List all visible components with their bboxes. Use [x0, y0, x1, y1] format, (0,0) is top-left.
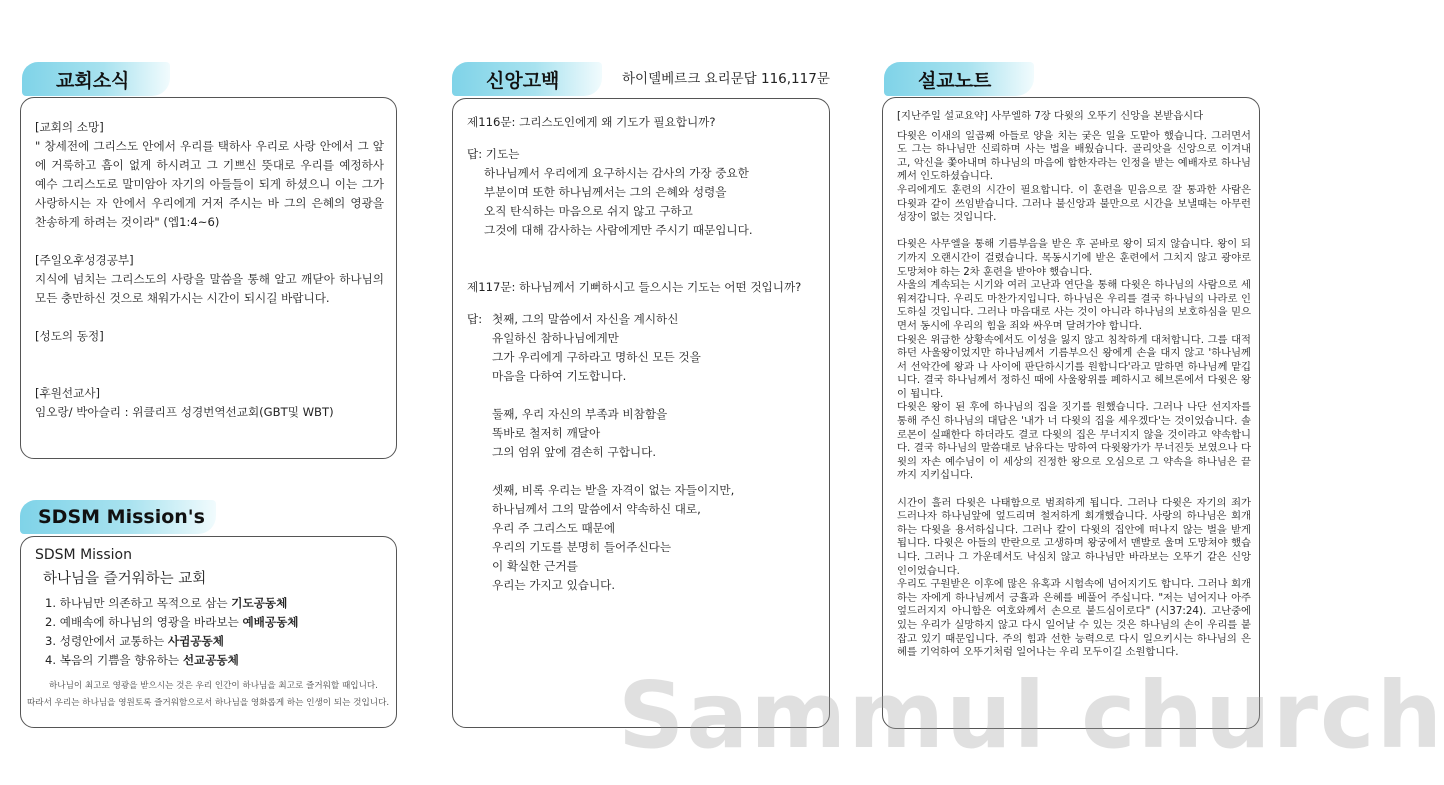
question-116: 제116문: 그리스도인에게 왜 기도가 필요합니까?	[467, 115, 716, 129]
bible-study-text: 지식에 넘치는 그리스도의 사랑을 말씀을 통해 알고 깨닫아 하나님의 모든 충만하신 것으로 채워가시는 시간이 되시길 바랍니다.	[35, 272, 384, 305]
news-section-title: 교회소식	[56, 69, 130, 92]
mission-note-1: 하나님이 최고로 영광을 받으시는 것은 우리 인간이 하나님을 최고로 즐거워할 때입니다.	[49, 681, 378, 691]
mission-box	[20, 536, 397, 728]
news-section-tag	[22, 62, 170, 96]
sermon-notes-box	[882, 97, 1260, 729]
mission-section-tag	[20, 500, 216, 534]
sermon-section-tag	[884, 62, 1034, 96]
answer-116-line: 하나님께서 우리에게 요구하시는 감사의 가장 중요한	[484, 166, 749, 180]
watermark-logo: Sammul church	[618, 662, 1444, 769]
mission-item-text: 3. 성령안에서 교통하는	[45, 634, 168, 648]
answer-117-line: 우리는 가지고 있습니다.	[492, 578, 616, 592]
answer-117-label: 답:	[467, 312, 483, 326]
vision-text: " 창세전에 그리스도 안에서 우리를 택하사 우리로 사랑 안에서 그 앞에 거룩하고 흠이 없게 하시려고 그 기쁘신 뜻대로 우리를 예정하사 예수 그리스도로 말미암아 자기의 아들들이 되게 하셨으니 이는 그가 사랑하시는 자 안에서 우리에게 거저 주시는 바 그의 은혜의 영광을 찬송하게 하려는 것이라" (엡1:4~6)	[35, 139, 384, 229]
missionary-text: 임오랑/ 박아슬리 : 위클리프 성경번역선교회(GBT및 WBT)	[35, 405, 334, 419]
mission-item-text: 4. 복음의 기쁨을 향유하는	[45, 653, 183, 667]
mission-item	[45, 651, 386, 670]
mission-item-bold: 예배공동체	[242, 615, 299, 629]
missionary-label: [후원선교사]	[35, 386, 101, 400]
mission-item	[45, 594, 386, 613]
answer-117-line: 그가 우리에게 구하라고 명하신 모든 것을	[492, 350, 701, 364]
catechism-box	[452, 98, 830, 728]
sermon-paragraph: 우리도 구원받은 이후에 많은 유혹과 시험속에 넘어지기도 합니다. 그러나 회개하는 자에게 하나님께서 긍휼과 은혜를 베풀어 주십니다. "저는 넘어지나 아주 엎드러지지 아니함은 여호와께서 손으로 붙드심이로다" (시37:24). 고난중에 있는 우리가 실망하지 않고 다시 일어날 수 있는 것은 하나님의 손이 우리를 붙잡고 있기 때문입니다. 주의 힘과 선한 능력으로 다시 일으키시는 하나님의 은혜를 기억하여 오뚜기처럼 일어나는 우리 모두이길 소원합니다.	[897, 578, 1251, 659]
sermon-header: [지난주일 설교요약] 사무엘하 7장 다윗의 오뚜기 신앙을 본받읍시다	[897, 110, 1204, 122]
mission-item-bold: 사귐공동체	[167, 634, 224, 648]
answer-117-line: 마음을 다하여 기도합니다.	[492, 369, 627, 383]
answer-117-line: 유일하신 참하나님에게만	[492, 331, 619, 345]
mission-item	[45, 632, 386, 651]
answer-117-line: 우리의 기도를 분명히 들어주신다는	[492, 540, 672, 554]
sermon-paragraph: 사울의 계속되는 시기와 여러 고난과 연단을 통해 다윗은 하나님의 사람으로 세워져갑니다. 우리도 마찬가지입니다. 하나님은 우리를 결국 하나님의 나라로 인도하실 것입니다. 그러나 마음대로 사는 것이 아니라 하나님의 보호하심을 믿으면서 동시에 우리의 힘을 죄와 싸우며 달려가야 합니다.	[897, 279, 1251, 332]
mission-item-text: 2. 예배속에 하나님의 영광을 바라보는	[45, 615, 243, 629]
answer-117-line: 이 확실한 근거를	[492, 559, 578, 573]
answer-116-line: 부분이며 또한 하나님께서는 그의 은혜와 성령을	[484, 185, 727, 199]
answer-117-line: 첫째, 그의 말씀에서 자신을 계시하신	[492, 312, 679, 326]
answer-117-line: 똑바로 철저히 깨달아	[492, 426, 601, 440]
answer-117-line: 하나님께서 그의 말씀에서 약속하신 대로,	[492, 502, 701, 516]
sermon-paragraph: 다윗은 사무엘을 통해 기름부음을 받은 후 곧바로 왕이 되지 않습니다. 왕이 되기까지 오랜시간이 걸렸습니다. 목동시기에 받은 훈련에서 그치지 않고 광야로 도망쳐야 하는 2차 훈련을 받아야 했습니다.	[897, 238, 1251, 278]
mission-item	[45, 613, 386, 632]
church-news-box	[20, 97, 397, 459]
mission-subtitle: 하나님을 즐거워하는 교회	[43, 571, 207, 587]
sermon-paragraph: 다윗은 왕이 된 후에 하나님의 집을 짓기를 원했습니다. 그러나 나단 선지자를 통해 주신 하나님의 대답은 '내가 너 다윗의 집을 세우겠다'는 것이었습니다. 솔로몬이 실패한다 하더라도 결코 다윗의 집은 무너지지 않을 것이라고 약속합니다. 결국 하나님의 말씀대로 남유다는 망하여 다윗왕가가 무너진듯 보였으나 다윗의 자손 예수님이 이 세상의 진정한 왕으로 오심으로 그 약속을 하나님은 끝까지 지키십니다.	[897, 401, 1251, 482]
mission-section-title: SDSM Mission's	[38, 506, 205, 528]
answer-117-line: 그의 엄위 앞에 겸손히 구합니다.	[492, 445, 657, 459]
sermon-paragraph: 시간이 흘러 다윗은 나태함으로 범죄하게 됩니다. 그러나 다윗은 자기의 죄가 드러나자 하나님앞에 엎드리며 철저하게 회개했습니다. 사랑의 하나님은 회개하는 다윗을 용서하십니다. 그러나 칼이 다윗의 집안에 떠나지 않는 벌을 받게 됩니다. 다윗은 아들의 반란으로 고생하며 왕궁에서 맨발로 울며 도망쳐야 했습니다. 그러나 그 가운데서도 낙심치 않고 하나님만 바라보는 오뚜기 같은 신앙인이었습니다.	[897, 496, 1251, 577]
sermon-paragraph: 우리에게도 훈련의 시간이 필요합니다. 이 훈련을 믿음으로 잘 통과한 사람은 다윗과 같이 쓰임받습니다. 그러나 불신앙과 불만으로 시간을 보낼때는 아무런 성장이 없는 것입니다.	[897, 183, 1251, 224]
answer-117-line: 우리 주 그리스도 때문에	[492, 521, 616, 535]
mission-item-text: 1. 하나님만 의존하고 목적으로 삼는	[45, 596, 232, 610]
answer-117-line: 둘째, 우리 자신의 부족과 비참함을	[492, 407, 668, 421]
sermon-section-title: 설교노트	[918, 69, 992, 92]
sermon-paragraph: 다윗은 이새의 일곱째 아들로 양을 치는 궂은 일을 도맡아 했습니다. 그러면서도 그는 하나님만 신뢰하며 사는 법을 배웠습니다. 골리앗을 신앙으로 이겨내고, 악신을 쫓아내며 하나님의 마음에 합한자라는 인정을 받는 예배자로 하나님께서 인도하셨습니다.	[897, 129, 1251, 183]
answer-116-line: 오직 탄식하는 마음으로 쉬지 않고 구하고	[484, 204, 693, 218]
answer-116-label: 답: 기도는	[467, 147, 520, 161]
mission-item-bold: 선교공동체	[182, 653, 239, 667]
faith-subtitle: 하이델베르크 요리문답 116,117문	[622, 71, 830, 87]
saints-news-label: [성도의 동정]	[35, 329, 104, 343]
answer-117	[467, 310, 819, 329]
question-117: 제117문: 하나님께서 기뻐하시고 들으시는 기도는 어떤 것입니까?	[467, 280, 802, 294]
mission-title: SDSM Mission	[35, 547, 132, 563]
bible-study-label: [주일오후성경공부]	[35, 253, 134, 267]
mission-item-bold: 기도공동체	[231, 596, 288, 610]
answer-116-line: 그것에 대해 감사하는 사람에게만 주시기 때문입니다.	[484, 223, 753, 237]
answer-117-line: 셋째, 비록 우리는 받을 자격이 없는 자들이지만,	[492, 483, 735, 497]
faith-section-title: 신앙고백	[486, 69, 560, 92]
faith-section-tag	[452, 62, 602, 96]
mission-note-2: 따라서 우리는 하나님을 영원토록 즐거워함으로서 하나님을 영화롭게 하는 인생이 되는 것입니다.	[27, 698, 390, 708]
vision-label: [교회의 소망]	[35, 120, 104, 134]
sermon-paragraph: 다윗은 위급한 상황속에서도 이성을 잃지 않고 침착하게 대처합니다. 그를 대적하던 사울왕이었지만 하나님께서 기름부으신 왕에게 손을 대지 않고 '하나님께서 선악간에 왕과 나 사이에 판단하시기를 원합니다'라고 말하면 하나님께 맡깁니다. 결국 하나님께서 정하신 때에 사울왕위를 폐하시고 헤브론에서 다윗은 왕이 됩니다.	[897, 333, 1251, 400]
